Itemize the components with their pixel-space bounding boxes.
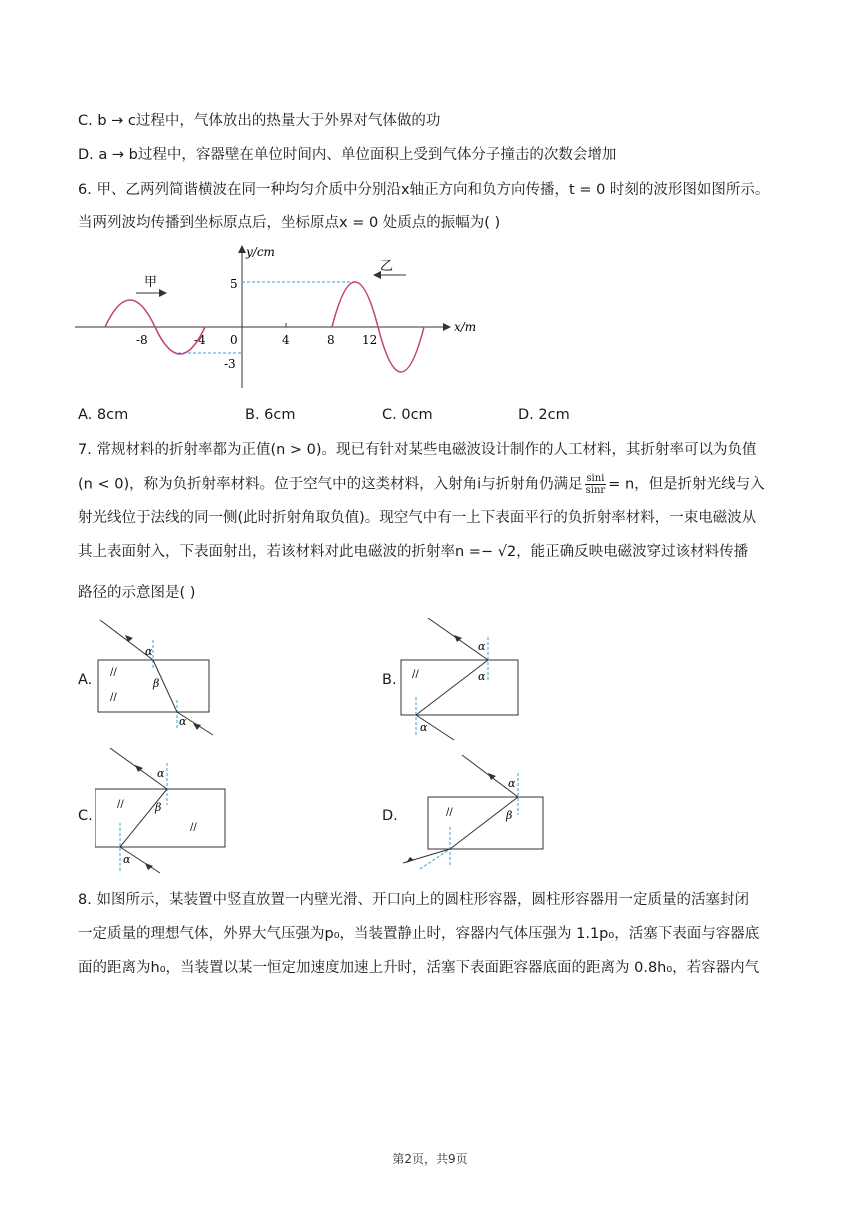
y-tick-5: 5 <box>230 277 238 291</box>
svg-text:α: α <box>478 670 486 683</box>
svg-text:β: β <box>155 801 162 814</box>
q7-option-b-label: B. <box>382 672 397 688</box>
q7-option-a-diagram <box>95 615 225 740</box>
x-tick-neg8: -8 <box>136 333 148 347</box>
x-tick-neg4: -4 <box>194 333 206 347</box>
y-axis-label: y/cm <box>246 245 275 259</box>
q6-stem-line1: 6. 甲、乙两列简谐横波在同一种均匀介质中分别沿x轴正方向和负方向传播，t = 0 时刻的波形图如图所示。 <box>78 182 770 198</box>
q6-option-d: D. 2cm <box>518 407 570 423</box>
x-tick-8: 8 <box>327 333 335 347</box>
q7-stem-line5: 路径的示意图是( ) <box>78 585 196 601</box>
wave-jia-label: 甲 <box>144 275 158 290</box>
q5-option-d: D. a → b过程中，容器壁在单位时间内、单位面积上受到气体分子撞击的次数会增加 <box>78 147 617 163</box>
q7-stem-line4: 其上表面射入，下表面射出，若该材料对此电磁波的折射率n =− √2，能正确反映电磁波穿过该材料传播 <box>78 544 749 560</box>
q8-stem-line1: 8. 如图所示，某装置中竖直放置一内壁光滑、开口向上的圆柱形容器，圆柱形容器用一定质量的活塞封闭 <box>78 892 749 908</box>
q6-stem-line2: 当两列波均传播到坐标原点后，坐标原点x = 0 处质点的振幅为( ) <box>78 215 501 231</box>
svg-text:α: α <box>123 853 131 866</box>
q8-stem-line2: 一定质量的理想气体，外界大气压强为p₀，当装置静止时，容器内气体压强为 1.1p₀，活塞下表面与容器底 <box>78 926 760 942</box>
svg-text:α: α <box>145 645 153 658</box>
q7-option-c-diagram <box>95 745 230 880</box>
svg-text://: // <box>446 807 453 818</box>
q7-option-a-label: A. <box>78 672 93 688</box>
q7-stem-line1: 7. 常规材料的折射率都为正值(n > 0)。现已有针对某些电磁波设计制作的人工材料，其折射率可以为负值 <box>78 442 757 458</box>
x-axis-label: x/m <box>454 320 477 334</box>
q6-option-c: C. 0cm <box>382 407 433 423</box>
q6-wave-figure <box>70 238 490 398</box>
q5-option-c: C. b → c过程中，气体放出的热量大于外界对气体做的功 <box>78 113 441 129</box>
svg-text:β: β <box>153 677 160 690</box>
q7-stem-line3: 射光线位于法线的同一侧(此时折射角取负值)。现空气中有一上下表面平行的负折射率材料，一束电磁波从 <box>78 510 757 526</box>
svg-text:α: α <box>508 777 516 790</box>
q7-option-c-label: C. <box>78 808 93 824</box>
svg-text:α: α <box>157 767 165 780</box>
svg-text:α: α <box>478 640 486 653</box>
svg-text://: // <box>110 692 117 703</box>
svg-text://: // <box>117 799 124 810</box>
snell-fraction: $\frac{\sin i}{\sin r}$ <box>585 473 606 496</box>
wave-yi-label: 乙 <box>380 259 394 274</box>
svg-text://: // <box>412 669 419 680</box>
q7-option-d-label: D. <box>382 808 398 824</box>
x-tick-4: 4 <box>282 333 290 347</box>
q6-option-b: B. 6cm <box>245 407 296 423</box>
q6-option-a: A. 8cm <box>78 407 129 423</box>
svg-text:β: β <box>506 809 513 822</box>
x-tick-0: 0 <box>230 333 238 347</box>
q7-option-b-diagram <box>398 615 528 745</box>
svg-text:α: α <box>420 721 428 734</box>
q8-stem-line3: 面的距离为h₀，当装置以某一恒定加速度加速上升时，活塞下表面距容器底面的距离为 0.8h₀，若容器内气 <box>78 960 760 976</box>
page-footer: 第2页，共9页 <box>392 1152 468 1166</box>
q7-stem-line2: (n < 0)，称为负折射率材料。位于空气中的这类材料，入射角i与折射角仍满足 $\frac{\sin i}{\sin r}$ = n，但是折射光线与入 <box>78 473 765 496</box>
svg-text://: // <box>190 822 197 833</box>
q7-option-d-diagram <box>400 745 550 880</box>
x-tick-12: 12 <box>362 333 378 347</box>
y-tick-neg3: -3 <box>224 357 236 371</box>
svg-text:α: α <box>179 715 187 728</box>
svg-text://: // <box>110 667 117 678</box>
